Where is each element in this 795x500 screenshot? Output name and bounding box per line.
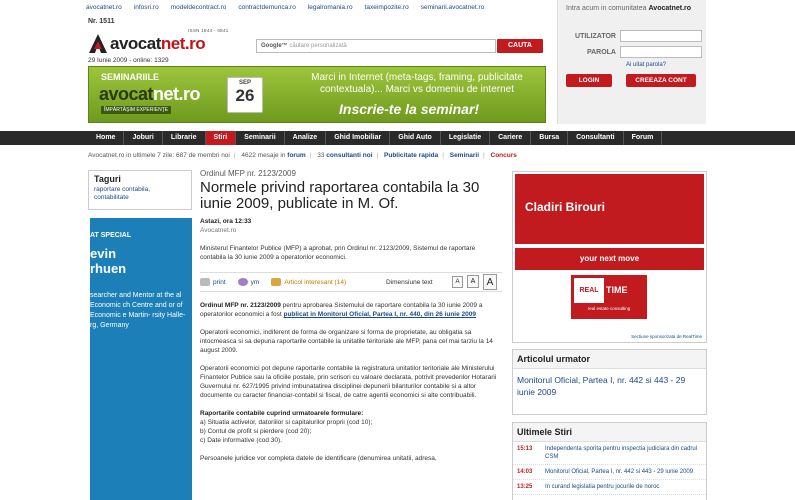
nav-analize[interactable]: Analize: [285, 131, 327, 145]
left-ad-name-2: rhuen: [90, 261, 127, 276]
article-title: Normele privind raportarea contabila la 30 iunie 2009, publicate in M. Of.: [200, 179, 480, 212]
left-ad[interactable]: [90, 218, 192, 500]
stats-forum-pre: 4622 mesaje in: [241, 152, 286, 159]
latest-news-heading: Ultimele Stiri: [513, 423, 706, 442]
nav-legislatie[interactable]: Legislatie: [441, 131, 490, 145]
banner-logo-a: avocat: [99, 84, 154, 104]
latest-news-box: [512, 422, 707, 500]
login-heading-prefix: Intra acum in comunitatea: [566, 5, 647, 12]
article-p4-c: c) Date informative (cod 30).: [200, 437, 283, 444]
top-link-contractdemunca[interactable]: contractdemunca.ro: [238, 4, 296, 11]
news-item[interactable]: [513, 442, 706, 465]
calendar-day: 26: [235, 86, 255, 105]
tags-link[interactable]: raportare contabila, contabilitate: [94, 186, 151, 201]
article-p1-link[interactable]: publicat in Monitorul Oficial, Partea I, nr. 440, din 26 iunie 2009: [283, 311, 476, 318]
stats-ads-link[interactable]: Publicitate rapida: [384, 152, 439, 159]
main-nav: [0, 131, 795, 145]
stats-bar: Avocatnet.ro in ultimele 7 zile: 687 de membri noi | 4622 mesaje in forum | 33 consultanti noi | Publicitate rapida | Seminarii | Concurs: [88, 152, 517, 159]
nav-ghid-auto[interactable]: Ghid Auto: [390, 131, 441, 145]
realtime-logo: [571, 275, 647, 319]
article-p1: [200, 301, 502, 319]
news-text: Independenta sporita pentru inspectia judiciara din cadrul CSM: [545, 446, 698, 460]
logo-text-b: net.ro: [160, 34, 206, 53]
news-text: In curand legislatia pentru jocurile de noroc: [545, 484, 660, 490]
nav-forum[interactable]: Forum: [624, 131, 663, 145]
banner-motto: ÎMPĂRTĂŞIM EXPERIENŢE: [101, 106, 171, 114]
text-size-medium[interactable]: A: [467, 275, 479, 288]
banner-cta[interactable]: Inscrie-te la seminar!: [339, 101, 480, 117]
top-link-modeldecontract[interactable]: modeldecontract.ro: [170, 4, 227, 11]
calendar-icon: [227, 77, 263, 113]
search-placeholder: căutare personalizată: [289, 43, 347, 49]
top-links: [86, 4, 551, 16]
forgot-password-link[interactable]: Ai uitat parola?: [626, 62, 667, 68]
right-ad-title: Cladiri Birouri: [525, 200, 606, 214]
password-row: [566, 46, 702, 58]
left-ad-desc: searcher and Mentor at the al Economic ch Centre and or of Economic e Martin- rsity Halle- rg, Germany: [90, 292, 186, 329]
site-logo[interactable]: [88, 28, 248, 58]
thumb-icon: [271, 278, 281, 286]
top-link-taxeimpozite[interactable]: taxeimpozite.ro: [364, 4, 409, 11]
news-time: 14:03: [517, 469, 533, 475]
article-p4-title: Raportarile contabile cuprind urmatoarele formulare:: [200, 410, 364, 417]
nav-librarie[interactable]: Librarie: [163, 131, 206, 145]
search-button[interactable]: CAUTA: [497, 39, 543, 53]
article-date: Astazi, ora 12:33: [200, 218, 252, 225]
nav-stiri[interactable]: Stiri: [206, 131, 237, 145]
article-p5: Persoanele juridice vor completa datele de identificare (denumirea unitatii, adresa,: [200, 455, 437, 462]
login-heading: [566, 5, 706, 12]
article-p1-bold: Ordinul MFP nr. 2123/2009: [200, 302, 281, 309]
news-time: 15:13: [517, 446, 533, 452]
nav-cariere[interactable]: Cariere: [490, 131, 531, 145]
stats-contest-link[interactable]: Concurs: [490, 152, 517, 159]
top-link-infosri[interactable]: infosri.ro: [133, 4, 159, 11]
stats-consultants-pre: 33: [317, 152, 325, 159]
sponsor-note[interactable]: Sectiune sponsorizata de RealTime: [631, 334, 702, 339]
username-row: [566, 30, 702, 42]
logo-text-a: avocat: [110, 34, 161, 53]
article-order: Ordinul MFP nr. 2123/2009: [200, 169, 296, 178]
ym-button[interactable]: [238, 278, 260, 286]
google-label: Google™: [261, 43, 288, 49]
password-label: PAROLA: [586, 48, 616, 56]
article: [200, 169, 502, 463]
login-heading-site: Avocatnet.ro: [648, 5, 692, 12]
next-article-heading: Articolul urmator: [513, 350, 706, 369]
news-text: Monitorul Oficial, Partea I, nr. 442 si 443 - 29 iunie 2009: [545, 469, 694, 475]
print-label: print: [213, 278, 226, 286]
banner-logo-b: net.ro: [153, 84, 201, 104]
right-ad-photo: [515, 174, 704, 244]
left-ad-name-1: evin: [90, 246, 117, 261]
create-account-button[interactable]: CREEAZA CONT: [626, 74, 696, 87]
article-p4-a: a) Situatia activelor, datoriilor si capitalurilor proprii (cod 10);: [200, 419, 373, 426]
right-ad[interactable]: [512, 171, 707, 343]
username-field[interactable]: [620, 30, 702, 42]
nav-joburi[interactable]: Joburi: [124, 131, 162, 145]
article-p3: Operatorii economici pot depune raportarile contabile la registratura unitatilor teritoriale ale Ministerului Finantelor Publice sau la oficiile postale, prin scrisori cu valoare declarata, potrivit prevederilor Hotararii Guvernului nr. 627/1995 privind imbunatatirea disciplinei depunerii bilanturilor contabile si a altor documente cu caracter financiar-contabil si fiscal, de catre agentii economici si alte contribuabili.: [200, 365, 497, 399]
banner-logo: [99, 84, 200, 105]
password-field[interactable]: [620, 46, 702, 58]
news-item[interactable]: [513, 465, 706, 480]
stats-consultants-link[interactable]: consultanti noi: [326, 152, 373, 159]
ym-label: ym: [250, 278, 260, 286]
article-p1-text: pentru aprobarea Sistemului de raportare contabila la 30 iunie 2009 a operatorilor economici a fost: [200, 302, 483, 318]
realtime-logo-b: TIME: [606, 285, 628, 295]
next-article-box: [512, 349, 707, 415]
stats-seminars-link[interactable]: Seminarii: [449, 152, 479, 159]
realtime-logo-sub: real estate consulting: [587, 306, 631, 311]
interesting-label: Articol interesant (14): [284, 278, 347, 286]
issue-number: Nr. 1511: [88, 18, 115, 25]
realtime-logo-a: REAL: [574, 278, 604, 303]
news-item[interactable]: [513, 480, 706, 495]
ym-icon: [238, 278, 248, 286]
interesting-button[interactable]: [271, 278, 346, 286]
banner-message: Marci in Internet (meta-tags, framing, publicitate contextuala)... Marci vs domeniu de internet: [311, 72, 523, 95]
username-label: UTILIZATOR: [575, 32, 616, 40]
article-p2: Operatorii economici, indiferent de forma de organizare si forma de proprietate, au obligatia sa intocmeasca si sa depuna raportarile contabile la unitatile teritoriale ale MFP, pana cel mai tarziu la 14 august 2009.: [200, 329, 493, 354]
date-online: 29 Iunie 2009 - online: 1329: [88, 57, 169, 64]
nav-bursa[interactable]: Bursa: [531, 131, 568, 145]
login-button[interactable]: LOGIN: [566, 74, 612, 87]
text-size-large[interactable]: A: [483, 274, 497, 290]
tags-heading: Taguri: [94, 174, 121, 184]
logo-icon: [88, 33, 108, 55]
stats-forum-link[interactable]: forum: [287, 152, 306, 159]
nav-seminarii[interactable]: Seminarii: [236, 131, 285, 145]
banner-seminars-label: SEMINARIILE: [101, 72, 160, 82]
search-input[interactable]: [256, 39, 496, 53]
text-size-small[interactable]: A: [452, 276, 463, 288]
seminar-banner[interactable]: [88, 66, 546, 123]
text-size-label: Dimensiune text: [386, 279, 433, 286]
left-ad-name: [90, 246, 126, 276]
logo-text: [110, 34, 205, 54]
print-icon: [200, 278, 210, 286]
article-tools: [200, 272, 502, 292]
tags-box: [88, 170, 192, 210]
article-source: Avocatnet.ro: [200, 227, 237, 234]
news-time: 13:25: [517, 484, 533, 490]
logo-issn: ISSN 1844 - 6841: [188, 28, 229, 33]
left-ad-special: AT SPECIAL: [90, 232, 132, 239]
nav-consultanti[interactable]: Consultanti: [568, 131, 624, 145]
top-link-legalromania[interactable]: legalromania.ro: [307, 4, 353, 11]
nav-ghid-imobiliar[interactable]: Ghid Imobiliar: [326, 131, 390, 145]
top-link-avocatnet[interactable]: avocatnet.ro: [86, 4, 122, 11]
article-p4-b: b) Contul de profit si pierdere (cod 20);: [200, 428, 312, 435]
next-article-link[interactable]: Monitorul Oficial, Partea I, nr. 442 si 443 - 29 iunie 2009: [517, 375, 686, 397]
nav-home[interactable]: Home: [88, 131, 124, 145]
stats-members: Avocatnet.ro in ultimele 7 zile: 687 de membri noi: [88, 152, 230, 159]
article-lead: Ministerul Finantelor Publice (MFP) a aprobat, prin Ordinul nr. 2123/2009, Sistemul de raportare contabila la 30 iunie 2009 a operatorilor economici.: [200, 245, 476, 261]
calendar-month: SEP: [238, 80, 251, 86]
right-ad-tagline: your next move: [515, 248, 704, 270]
top-link-seminarii[interactable]: seminarii.avocatnet.ro: [420, 4, 485, 11]
print-button[interactable]: [200, 278, 226, 286]
login-box: [557, 0, 706, 124]
article-p4: [200, 409, 502, 445]
